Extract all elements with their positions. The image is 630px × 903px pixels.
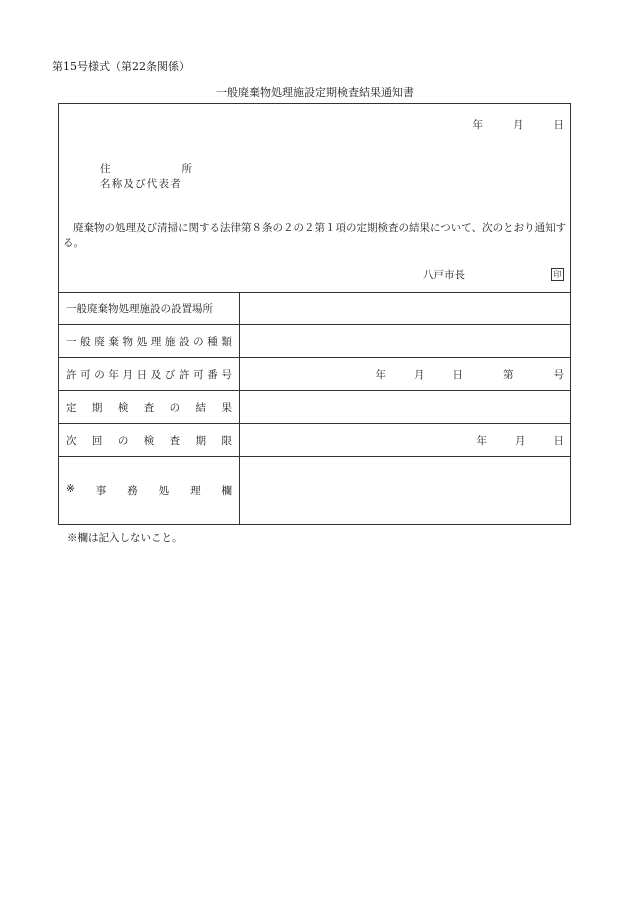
value-office-use (240, 457, 570, 524)
label-char: 事 (95, 485, 107, 497)
label-char: ※ (66, 483, 75, 495)
label-char: 物 (122, 335, 133, 348)
label-installation-location: 一般廃棄物処理施設の設置場所 (59, 292, 240, 324)
value-installation-location[interactable] (240, 292, 570, 324)
label-char: 処 (158, 485, 170, 497)
label-char: び (164, 368, 176, 381)
issue-date (473, 117, 565, 132)
row-office-use (59, 457, 570, 524)
label-char: 検 (143, 434, 155, 447)
row-inspection-result (59, 391, 570, 424)
label-char: 回 (91, 434, 103, 447)
row-facility-type (59, 325, 570, 358)
permit-no-label: 第 (503, 368, 514, 381)
day-label: 日 (553, 119, 564, 131)
label-char: の (193, 335, 204, 348)
label-char: 限 (221, 434, 232, 447)
label-char: 許 (66, 368, 77, 381)
label-char: の (117, 434, 129, 447)
name-representative-label: 名称及び代表者 (100, 178, 182, 190)
address-label: 住 所 (100, 163, 192, 175)
header-block (59, 104, 570, 293)
deadline-year-label: 年 (476, 434, 487, 447)
label-char: 年 (108, 368, 119, 381)
row-permit-date-number (59, 358, 570, 391)
form-frame (58, 103, 571, 525)
label-char: 務 (127, 485, 138, 497)
permit-day-label: 日 (452, 368, 463, 381)
label-char: 理 (150, 335, 162, 348)
document-title: 一般廃棄物処理施設定期検査結果通知書 (216, 86, 414, 99)
label-char: 月 (122, 368, 133, 381)
footnote: ※欄は記入しないこと。 (67, 532, 183, 544)
year-label: 年 (472, 119, 483, 131)
label-char: 処 (136, 335, 148, 348)
label-char: 号 (221, 368, 232, 381)
label-permit-date-number (59, 358, 240, 390)
label-char: 類 (221, 335, 232, 348)
deadline-day-label: 日 (553, 434, 564, 447)
addressee-block (100, 162, 192, 192)
permit-month-label: 月 (414, 368, 425, 381)
row-installation-location (59, 292, 570, 325)
label-office-use (59, 457, 240, 524)
label-char: 般 (80, 335, 91, 348)
label-char: 設 (179, 335, 190, 348)
value-permit-date-number[interactable] (240, 358, 570, 390)
form-number: 第15号様式（第22条関係） (52, 60, 190, 73)
deadline-month-label: 月 (515, 434, 526, 447)
label-char: 結 (195, 401, 207, 414)
permit-year-label: 年 (375, 368, 386, 381)
row-next-inspection-deadline (59, 424, 570, 457)
label-char: 次 (66, 434, 77, 447)
label-char: 廃 (94, 335, 105, 348)
label-next-inspection-deadline (59, 424, 240, 456)
seal-mark: 印 (551, 268, 564, 281)
label-char: 果 (221, 401, 232, 414)
label-char: 可 (193, 368, 204, 381)
notice-body-text: 廃棄物の処理及び清掃に関する法律第８条の２の２第１項の定期検査の結果について、次のとおり通知する。 (63, 222, 567, 249)
label-char: 種 (207, 335, 218, 348)
label-char: 棄 (108, 335, 119, 348)
label-inspection-result (59, 391, 240, 423)
label-char: 査 (169, 434, 181, 447)
value-inspection-result[interactable] (240, 391, 570, 423)
value-next-inspection-deadline[interactable] (240, 424, 570, 456)
label-char: 許 (179, 368, 190, 381)
label-char: 施 (164, 335, 176, 348)
label-facility-type (59, 325, 240, 357)
label-char: 期 (195, 434, 207, 447)
permit-number-suffix: 号 (553, 368, 564, 381)
label-char: 番 (207, 368, 218, 381)
label-char: 期 (91, 401, 103, 414)
issuer-line (423, 267, 564, 282)
label-char: 及 (150, 368, 162, 381)
label-char: 日 (136, 368, 148, 381)
label-char: 欄 (221, 485, 232, 497)
issuer-name: 八戸市長 (423, 269, 465, 281)
value-facility-type[interactable] (240, 325, 570, 357)
label-char: 一 (66, 335, 77, 348)
label-char: 理 (190, 485, 201, 497)
label-char: の (94, 368, 105, 381)
label-char: の (169, 401, 181, 414)
label-char: 可 (80, 368, 91, 381)
label-char: 定 (66, 401, 77, 414)
month-label: 月 (513, 119, 524, 131)
label-char: 検 (117, 401, 129, 414)
label-char: 査 (143, 401, 155, 414)
